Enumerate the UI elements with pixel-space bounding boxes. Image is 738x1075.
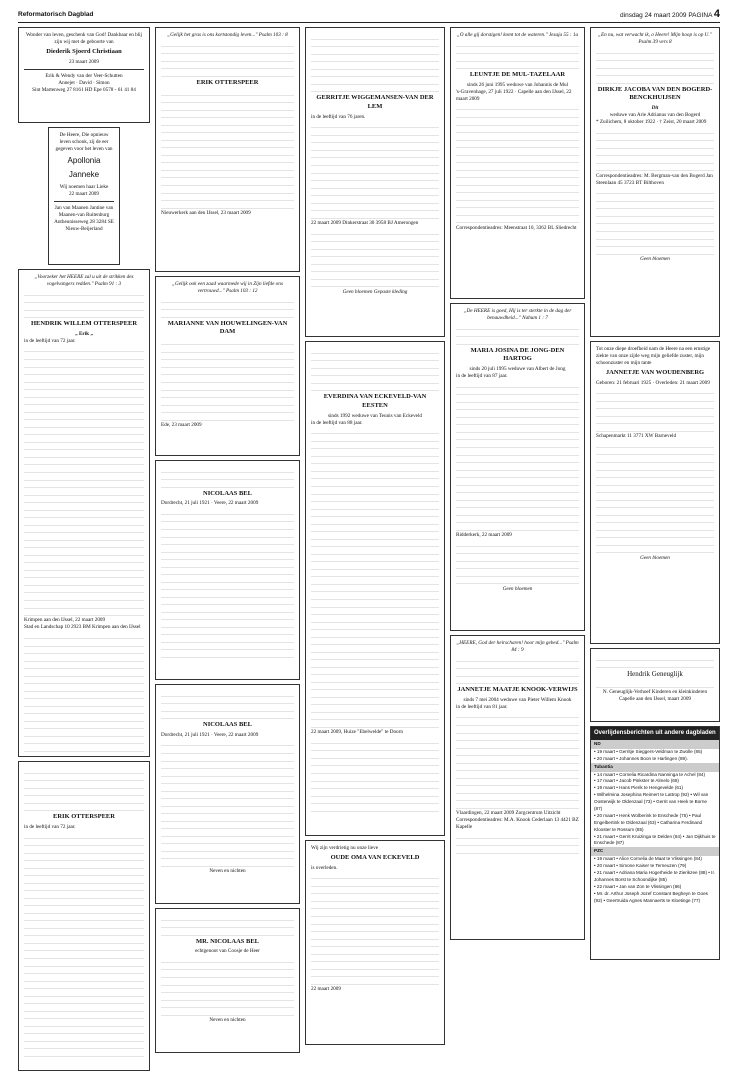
age: in de leeftijd van 72 jaar. <box>24 337 76 344</box>
signature: Geen bloemen <box>640 255 670 262</box>
death-notice-everdina <box>305 341 445 836</box>
list-item: • 20 maart • Simone Kaiser te Terneuzen (79) <box>594 863 687 869</box>
place-date: 22 maart 2009, Huize "Ebelwelde" te Doorn <box>311 729 403 736</box>
bible-quote: „Gelijk ook een zaad waarmede wij in Zijn liefde ons vertrouwd..." Psalm 103 : 12 <box>172 281 283 295</box>
notice-intro: De Heere, Die opnieuw leven schonk, zij de eer gegeven voor het leven van <box>55 132 113 153</box>
list-item: • 21 maart • Adriana Maria Hogerheide te Zierikzee (88) • Ir. Johannes Borst te Schoondijke (85) <box>594 870 715 882</box>
list-item: • 17 maart • Jacob Pinkster te Almelo (68) <box>594 778 679 784</box>
deceased-subtitle: weduwe van Arie Adrianus van den Bogerd <box>609 112 701 119</box>
death-notice-otterspeer <box>18 269 150 757</box>
address: Antheunisseweg 28 3284 SE Nieuw-Beijerland <box>54 218 114 232</box>
list-section-title: PZC <box>591 847 719 856</box>
person-name: Hendrik Geneuglijk <box>627 670 683 679</box>
age: in de leeftijd van 88 jaar. <box>311 419 363 426</box>
deceased-subtitle: sinds 20 juli 1995 weduwe van Albert de Jong <box>469 366 566 373</box>
list-item: • Mr. dr. Arthur Joseph Jozef Constant Begheyn te Goes (92) • Geertruida Agnes Mannaerts te Kloetinge (77) <box>594 890 708 903</box>
death-notice-oude-oma <box>305 840 445 1045</box>
age: in de leeftijd van 81 jaar. <box>456 703 508 710</box>
deceased-subtitle: sinds 26 juni 1995 weduwe van Johannis de Mul <box>466 81 569 88</box>
address: Stad en Landschap 10 2923 BM Krimpen aan den IJssel <box>24 624 141 631</box>
deceased-name: OUDE OMA VAN ECKEVELD <box>330 854 420 862</box>
deceased-subtitle: echtgenoot van Coosje de Heer <box>195 948 260 955</box>
dates: Geboren: 21 februari 1925 · Overleden: 21 maart 2009 <box>596 379 710 386</box>
address: Correspondentieadres: M.A. Knook Cederlaan 13 4421 BZ Kapelle <box>456 817 579 831</box>
birth-notice-diederik <box>18 27 150 123</box>
deceased-name: JANNETJE VAN WOUDENBERG <box>605 369 705 377</box>
death-notice-jannetje-woudenberg <box>590 341 720 644</box>
death-notice-maria-josina <box>450 303 585 631</box>
death-notice-mr-nicolaas-bel <box>155 908 300 1053</box>
place-date: Dordrecht, 21 juli 1921 · Veere, 22 maart 2009 <box>161 731 259 738</box>
death-notice-leuntje <box>450 27 585 299</box>
death-notice-dirkje <box>590 27 720 337</box>
list-item: • 14 maart • Cornelia Ricardina Nanninga te Achel (84) <box>594 771 705 777</box>
bible-quote: „Gelijk het gras is ons kortstondig leven..." Psalm 103 : 8 <box>167 32 288 38</box>
deceased-name: NICOLAAS BEL <box>203 721 252 729</box>
deceased-name: NICOLAAS BEL <box>203 489 252 497</box>
signature: Neven en nichten <box>209 868 246 875</box>
death-notice-nicolaas-bel-2 <box>155 684 300 904</box>
signature: Geen bloemen <box>502 585 533 592</box>
signature: Geen bloemen <box>640 554 670 561</box>
death-notice-nicolaas-bel <box>155 460 300 680</box>
deceased-subtitle: is overleden. <box>311 864 338 871</box>
deceased-subtitle: sinds 7 mei 2004 weduwe van Pieter Willem Knook <box>463 696 572 703</box>
deceased-name: DIRKJE JACOBA VAN DEN BOGERD-BENCKHUIJSEN <box>597 85 713 102</box>
notice-intro: Wij zijn verdrietig nu onze lieve <box>311 845 379 851</box>
list-section-title: ND <box>591 740 719 749</box>
address: Correspondentieadres: M. Bergman-van den Bogerd Jan Steenlaan 45 3723 BT Bilthoven <box>596 172 713 186</box>
child-name: Diederik Sjoerd Christiaan <box>46 48 122 56</box>
notice-intro: Wonder van leven, geschenk van God! Dankbaar en blij zijn wij met de geboorte van <box>25 32 143 46</box>
signature: Geen bloemen Gepaste kleding <box>342 288 408 295</box>
list-item: • 21 maart • Gerrit Kruizinga te Delden (84) • Jan Dijkhuis te Enschede (87) <box>594 833 716 846</box>
death-notice-otterspeer-2 <box>18 761 150 1071</box>
age: in de leeftijd van 76 jaren. <box>311 113 366 120</box>
column-2 <box>155 27 300 1057</box>
place-date: 22 maart 2009 Dinkerstraat 30 3958 BJ Amerongen <box>311 220 419 227</box>
age: in de leeftijd van 72 jaar. <box>24 823 76 830</box>
notice-date: 23 maart 2009 <box>69 58 99 65</box>
place-date: Krimpen aan den IJssel, 22 maart 2009 <box>24 617 106 624</box>
deceased-name: EVERDINA VAN ECKEVELD-VAN EESTEN <box>323 393 427 409</box>
thank-you-notice <box>590 648 720 722</box>
deceased-nickname: „ Erik „ <box>75 330 93 337</box>
place-date: Dordrecht, 21 juli 1921 · Veere, 22 maart 2009 <box>161 500 259 507</box>
age: in de leeftijd van 87 jaar. <box>456 373 508 380</box>
death-notice-jannetje-knook <box>450 635 585 940</box>
list-item: • Wilhelmina Josephina Reimert te Lattrop (92) • Wil van Oosterwijk te Oldenzaal (73) • Gerrit van Heek te Borne (87) <box>594 792 709 812</box>
address: Correspondentieadres: Meenstraat 10, 3362 BL Sliedrecht <box>456 224 577 231</box>
signature: Neven en nichten <box>209 1016 246 1023</box>
list-item: • 20 maart • Henk Wolberink te Enschede (75) • Paul Engelbertink te Oldenzaal (63) • Catharina Ferdinand Klooster te Rossum (85) <box>594 812 703 832</box>
notice-intro: Tot onze diepe droefheid nam de Heere na een ernstige ziekte van onze zijde weg mijn geliefde zuster, mijn schoonzuster en mijn tante <box>596 346 711 367</box>
bible-quote: „En nu, wat verwacht ik, o Heere! Mijn hoop is op U." Psalm 39 vers 8 <box>598 32 712 46</box>
list-item: • 19 maart • Alice Cornelia de Maat te Vlissingen (84) <box>594 856 702 862</box>
deceased-name: HENDRIK WILLEM OTTERSPEER <box>30 320 138 328</box>
place-date: Vlaardingen, 22 maart 2009 Zorgcentrum Uitzicht <box>456 810 561 817</box>
deceased-name: MARIA JOSINA DE JONG-DEN HARTOG <box>470 346 565 363</box>
deceased-name: GERRITJE WIGGEMANSEN-VAN DER LEM <box>316 94 434 111</box>
deceased-name: MR. NICOLAAS BEL <box>195 937 260 945</box>
deceased-name: ERIK OTTERSPEER <box>53 813 115 821</box>
list-title: Overlijdensberichten uit andere dagbladen <box>591 727 719 740</box>
other-papers-list <box>590 726 720 960</box>
death-notice-gerritje <box>305 27 445 337</box>
paper-name: Reformatorisch Dagblad <box>18 11 94 18</box>
list-sections <box>591 740 719 904</box>
place-date: Ridderkerk, 22 maart 2009 <box>456 532 512 539</box>
deceased-subtitle: sinds 1992 weduwe van Teunis van Eckeveld <box>327 412 423 419</box>
place-date: Ede, 23 maart 2009 <box>161 422 202 428</box>
child-nickname: Wij noemen haar Lieke <box>59 183 109 190</box>
deceased-name: ERIK OTTERSPEER <box>196 78 259 86</box>
deceased-name: JANNETJE MAATJE KNOOK-VERWIJS <box>457 686 578 694</box>
birth-notice-apollonia <box>48 127 120 265</box>
bible-quote: „Voorzeker het HEERE zal u uit de strikken des vogelvangers redden." Psalm 91 : 3 <box>34 274 134 288</box>
column-3 <box>305 27 445 1049</box>
death-notice-erik <box>155 27 300 272</box>
deceased-nickname: Dit <box>651 105 659 112</box>
bible-quote: „De HEERE is goed, Hij is ter sterkte in de dag der benauwdheid..." Nahum 1 : 7 <box>463 308 572 322</box>
child-second-name: Janneke <box>68 169 100 179</box>
page-date: dinsdag 24 maart 2009 PAGINA 4 <box>620 8 720 20</box>
list-item: • 22 maart • Jan van Zon te Vlissingen (86) <box>594 883 682 889</box>
child-first-name: Apollonia <box>67 156 101 166</box>
bible-quote: „O alle gij dorstigen! komt tot de wateren." Jesaja 55 : 1a <box>456 32 579 38</box>
list-section-title: Tubantia <box>591 763 719 772</box>
list-item: • 20 maart • Johannes Boon te Harlingen (89). <box>594 755 688 761</box>
notice-date: 22 maart 2009 <box>69 190 99 197</box>
bible-quote: „HEERE, God der heirscharen! hoor mijn gebed..." Psalm 84 : 9 <box>456 640 579 654</box>
list-item: • 19 maart • Gerritje Sieggers-Veldman te Zwolle (85) <box>594 748 703 754</box>
death-notice-marianne <box>155 276 300 456</box>
column-4 <box>450 27 585 944</box>
deceased-name: LEUNTJE DE MUL-TAZELAAR <box>469 71 566 79</box>
place-date: Capelle aan den IJssel, maart 2009 <box>618 696 692 703</box>
signature: N. Geneuglijk-Verhoef Kinderen en kleinkinderen <box>602 689 708 696</box>
page-header <box>18 8 720 23</box>
address: Schapenmarkt 11 3771 XW Barneveld <box>596 433 677 440</box>
place-date: Nieuwerkerk aan den IJssel, 23 maart 2009 <box>161 209 251 216</box>
deceased-name: MARIANNE VAN HOUWELINGEN-VAN DAM <box>167 319 288 336</box>
dates: * Zuilichem, 8 oktober 1922 · † Zeist, 20 maart 2009 <box>596 119 707 126</box>
place-date: 's-Gravenhage, 27 juli 1922 · Capelle aan den IJssel, 22 maart 2009 <box>456 88 572 102</box>
column-5 <box>590 27 720 964</box>
notice-date: 22 maart 2009 <box>311 986 341 993</box>
address: Sint Martenweg 27 8161 HD Epe 0578 - 61 41 84 <box>32 86 136 93</box>
page-number: 4 <box>713 8 720 20</box>
column-1 <box>18 27 150 1075</box>
list-item: • 19 maart • Hans Pierik te Hengevelde (61) <box>594 785 684 791</box>
siblings: Annejet · David · Simon <box>58 79 110 86</box>
parents: Jan van Maanen Jantine van Maanen-van Ruitenburg <box>54 204 114 218</box>
parents: Erik & Wendy van der Veer-Schutten <box>45 72 123 79</box>
